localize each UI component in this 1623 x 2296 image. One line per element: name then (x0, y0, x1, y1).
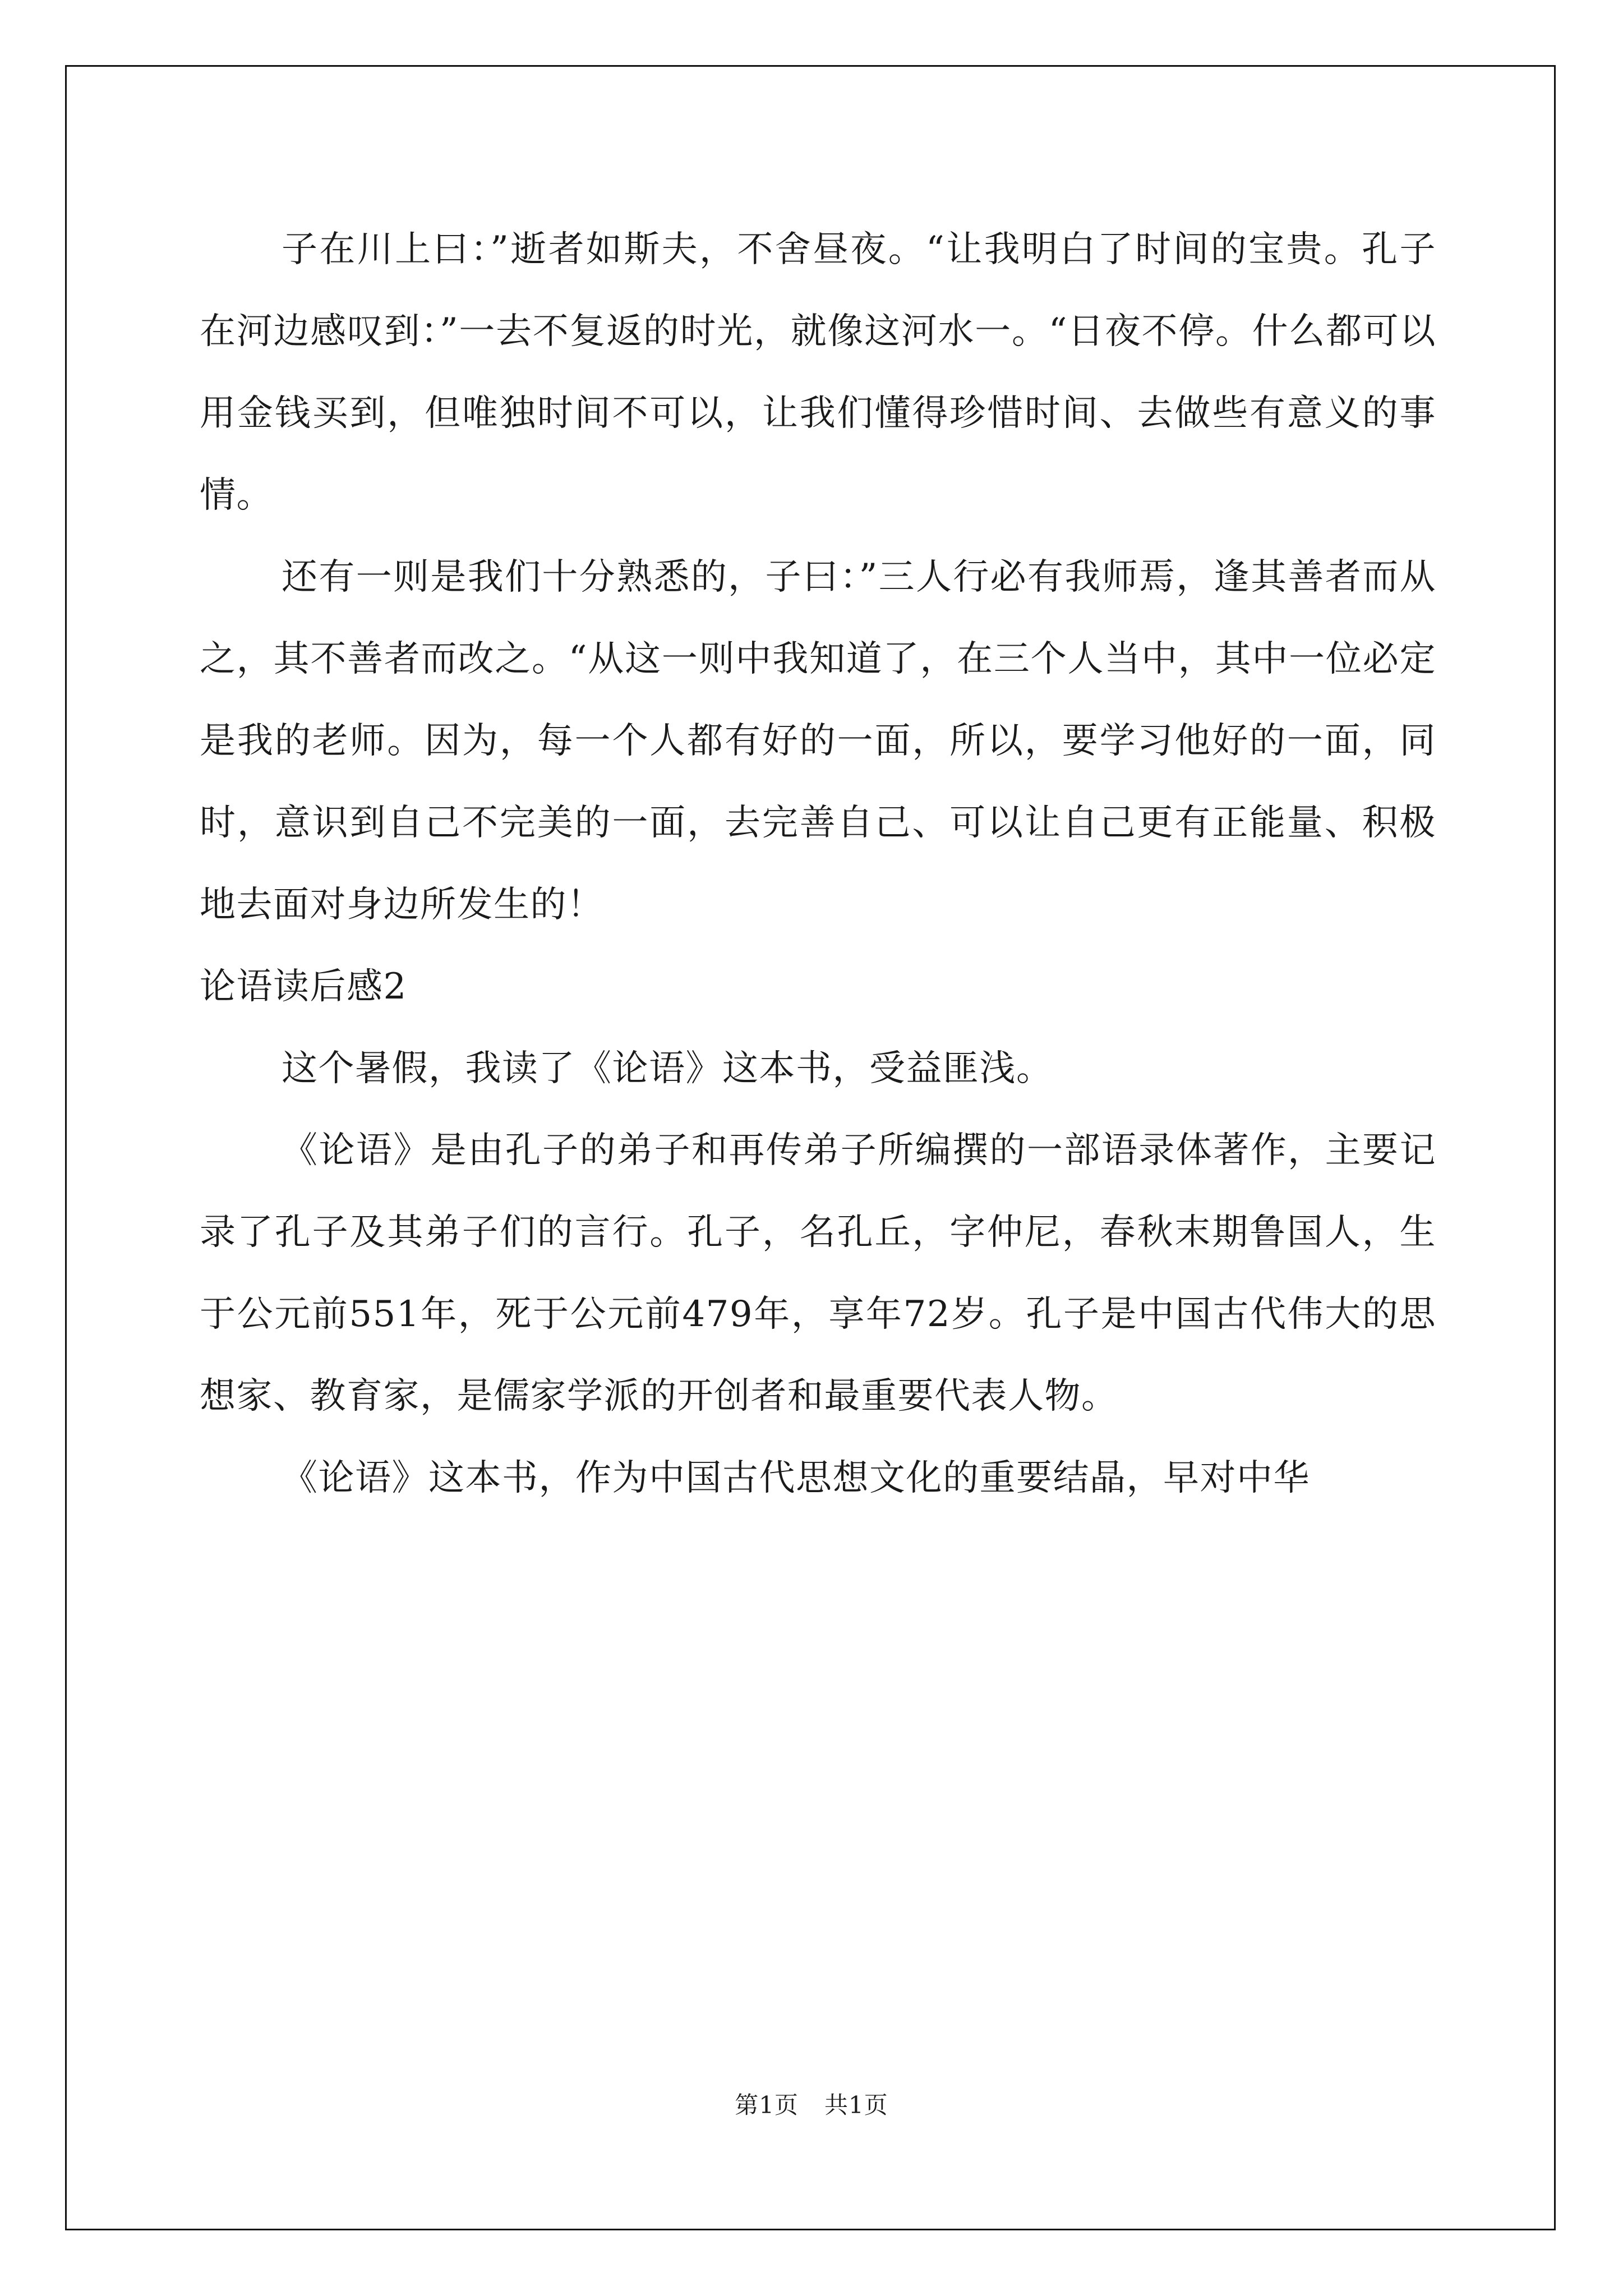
paragraph-three-people: 还有一则是我们十分熟悉的，子曰：”三人行必有我师焉，逢其善者而从之，其不善者而改之。“从这一则中我知道了，在三个人当中，其中一位必定是我的老师。因为，每一个人都有好的一面，所以，要学习他好的一面，同时，意识到自己不完美的一面，去完善自己、可以让自己更有正能量、积极地去面对身边所发生的！ (200, 556, 1436, 926)
section-title: 论语读后感2 (200, 966, 407, 1007)
page-number-current: 第1页 (735, 2091, 799, 2119)
page-footer (0, 2087, 1623, 2120)
document-body (200, 209, 1436, 1519)
paragraph-time: 子在川上曰：”逝者如斯夫，不舍昼夜。“让我明白了时间的宝贵。孔子在河边感叹到：”一去不复返的时光，就像这河水一。“日夜不停。什么都可以用金钱买到，但唯独时间不可以，让我们懂得珍惜时间、去做些有意义的事情。 (200, 229, 1436, 516)
paragraph-analects-intro: 《论语》是由孔子的弟子和再传弟子所编撰的一部语录体著作，主要记录了孔子及其弟子们的言行。孔子，名孔丘，字仲尼，春秋末期鲁国人，生于公元前551年，死于公元前479年，享年72岁。孔子是中国古代伟大的思想家、教育家，是儒家学派的开创者和最重要代表人物。 (200, 1130, 1436, 1417)
page-number-total: 共1页 (824, 2091, 888, 2119)
paragraph-analects-significance: 《论语》这本书，作为中国古代思想文化的重要结晶，早对中华 (282, 1457, 1310, 1499)
paragraph-summer-reading: 这个暑假，我读了《论语》这本书，受益匪浅。 (282, 1048, 1053, 1089)
